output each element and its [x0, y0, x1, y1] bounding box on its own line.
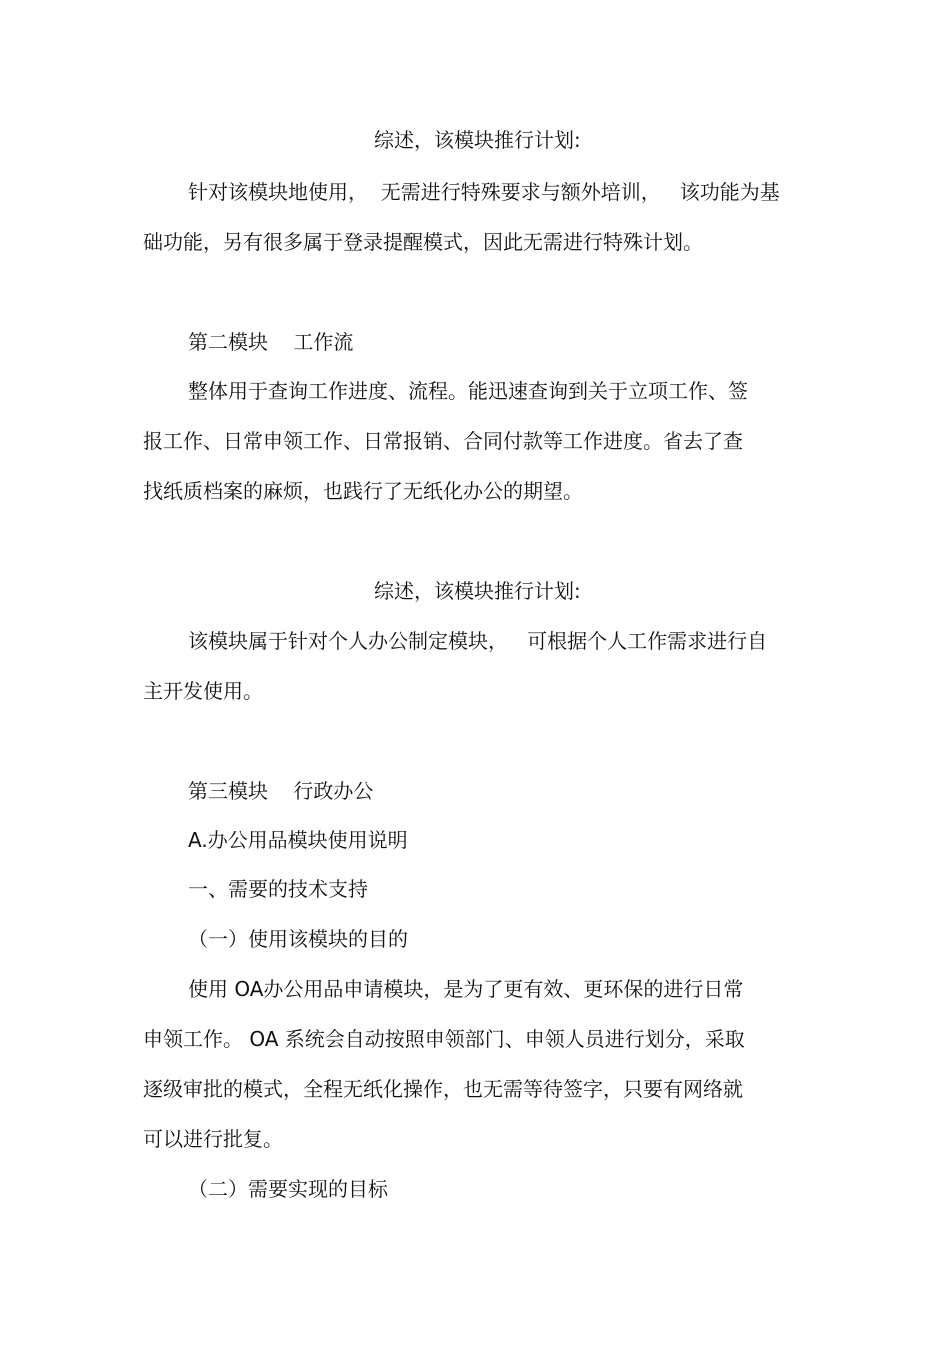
- module-3-paragraph-line-3: 逐级审批的模式，全程无纸化操作，也无需等待签字，只要有网络就: [143, 1077, 743, 1101]
- module-3-subheading-1-2: （二）需要实现的目标: [188, 1177, 388, 1201]
- module-2-title: 第二模块 工作流: [188, 330, 354, 354]
- module-2-paragraph-line-2: 报工作、日常申领工作、日常报销、合同付款等工作进度。省去了查: [143, 429, 743, 453]
- summary-heading-1: 综述，该模块推行计划:: [374, 128, 581, 152]
- module-2-paragraph-line-1: 整体用于查询工作进度、流程。能迅速查询到关于立项工作、签: [188, 379, 748, 403]
- module-3-paragraph-line-4: 可以进行批复。: [143, 1127, 283, 1151]
- summary-paragraph-1-line-1: 针对该模块地使用， 无需进行特殊要求与额外培训， 该功能为基: [188, 180, 780, 204]
- module-3-title: 第三模块 行政办公: [188, 779, 374, 803]
- summary-heading-2: 综述，该模块推行计划:: [374, 579, 581, 603]
- summary-paragraph-2-line-2: 主开发使用。: [143, 679, 263, 703]
- summary-paragraph-2-line-1: 该模块属于针对个人办公制定模块， 可根据个人工作需求进行自: [188, 629, 768, 653]
- module-2-paragraph-line-3: 找纸质档案的麻烦，也践行了无纸化办公的期望。: [143, 479, 583, 503]
- module-3-subheading-1: 一、需要的技术支持: [188, 877, 368, 901]
- module-3-paragraph-line-2: 申领工作。 OA 系统会自动按照申领部门、申领人员进行划分，采取: [143, 1027, 745, 1051]
- module-3-subheading-a: A.办公用品模块使用说明: [188, 828, 408, 852]
- module-3-subheading-1-1: （一）使用该模块的目的: [188, 927, 408, 951]
- summary-paragraph-1-line-2: 础功能，另有很多属于登录提醒模式，因此无需进行特殊计划。: [143, 230, 703, 254]
- module-3-paragraph-line-1: 使用 OA办公用品申请模块，是为了更有效、更环保的进行日常: [188, 977, 744, 1001]
